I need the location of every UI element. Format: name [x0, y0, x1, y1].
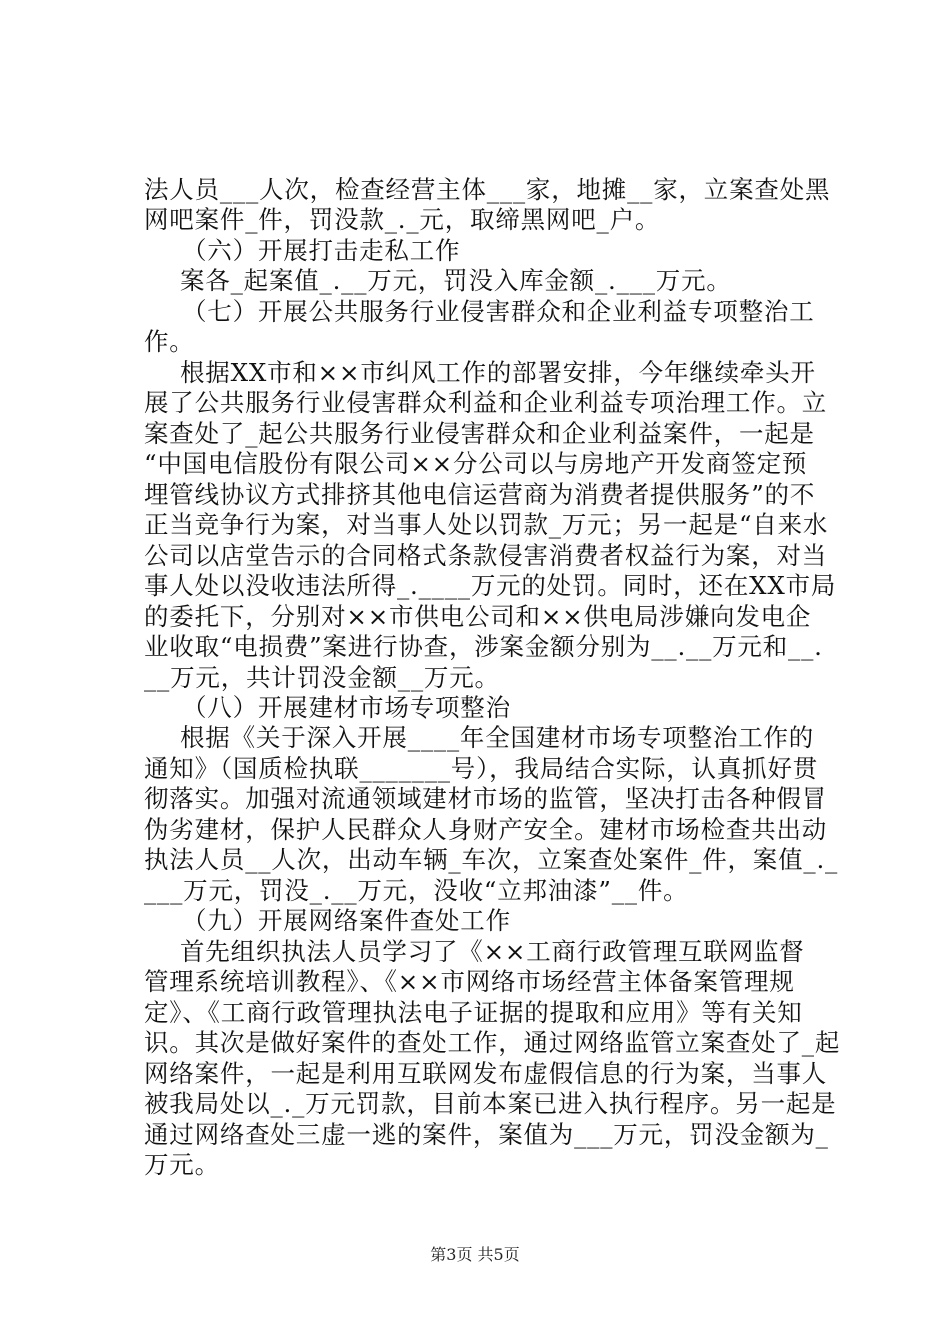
- body-text-line: 事人处以没收违法所得_.____万元的处罚。同时，还在XX市局: [144, 571, 837, 600]
- body-text-line: 展了公共服务行业侵害群众利益和企业利益专项治理工作。立: [144, 388, 828, 417]
- body-text-line: 网吧案件_件，罚没款_._元，取缔黑网吧_户。: [144, 205, 661, 234]
- section-heading-8: （八）开展建材市场专项整治: [182, 693, 511, 722]
- body-text-line: 识。其次是做好案件的查处工作，通过网络监管立案查处了_起: [144, 1028, 841, 1057]
- body-text-line: 埋管线协议方式排挤其他电信运营商为消费者提供服务”的不: [144, 480, 816, 509]
- body-text-line: 案查处了_起公共服务行业侵害群众和企业利益案件，一起是: [144, 419, 815, 448]
- body-text-line: 公司以店堂告示的合同格式条款侵害消费者权益行为案，对当: [144, 541, 828, 570]
- body-text-line: 业收取“电损费”案进行协查，涉案金额分别为__.__万元和__.: [144, 632, 823, 661]
- section-heading-7: （七）开展公共服务行业侵害群众和企业利益专项整治工: [182, 297, 815, 326]
- body-text-line: ___万元，罚没_.__万元，没收“立邦油漆”__件。: [144, 876, 689, 905]
- body-text-line: 根据《关于深入开展____年全国建材市场专项整治工作的: [180, 723, 815, 752]
- body-text-line: 的委托下，分别对××市供电公司和××供电局涉嫌向发电企: [144, 602, 812, 631]
- body-text-line: “中国电信股份有限公司××分公司以与房地产开发商签定预: [144, 449, 808, 478]
- body-text-line: 正当竞争行为案，对当事人处以罚款_万元；另一起是“自来水: [144, 510, 829, 539]
- body-text-line: 通知》（国质检执联_______号），我局结合实际，认真抓好贯: [144, 754, 819, 783]
- body-text-line: 执法人员__人次，出动车辆_车次，立案查处案件_件，案值_._: [144, 845, 839, 874]
- section-heading-6: （六）开展打击走私工作: [182, 236, 461, 265]
- body-text-line: 网络案件，一起是利用互联网发布虚假信息的行为案，当事人: [144, 1059, 828, 1088]
- body-text-line: 通过网络查处三虚一逃的案件，案值为___万元，罚没金额为_: [144, 1120, 829, 1149]
- body-text-line: 定》、《工商行政管理执法电子证据的提取和应用》等有关知: [144, 998, 803, 1027]
- body-text-line: 法人员___人次，检查经营主体___家，地摊__家，立案查处黑: [144, 175, 831, 204]
- body-text-line: 案各_起案值_.__万元，罚没入库金额_.___万元。: [180, 266, 732, 295]
- section-heading-7-continued: 作。: [144, 327, 195, 356]
- body-text-line: 根据XX市和××市纠风工作的部署安排，今年继续牵头开: [180, 358, 816, 387]
- body-text-line: 万元。: [144, 1150, 220, 1179]
- body-text-line: 彻落实。加强对流通领域建材市场的监管，坚决打击各种假冒: [144, 784, 828, 813]
- body-text-line: __万元，共计罚没金额__万元。: [144, 663, 500, 692]
- page-number-footer: 第3页 共5页: [430, 1245, 520, 1264]
- body-text-line: 管理系统培训教程》、《××市网络市场经营主体备案管理规: [144, 967, 795, 996]
- body-text-line: 被我局处以_._万元罚款，目前本案已进入执行程序。另一起是: [144, 1089, 837, 1118]
- body-text-line: 首先组织执法人员学习了《××工商行政管理互联网监督: [180, 937, 805, 966]
- body-text-line: 伪劣建材，保护人民群众人身财产安全。建材市场检查共出动: [144, 815, 828, 844]
- section-heading-9: （九）开展网络案件查处工作: [182, 906, 511, 935]
